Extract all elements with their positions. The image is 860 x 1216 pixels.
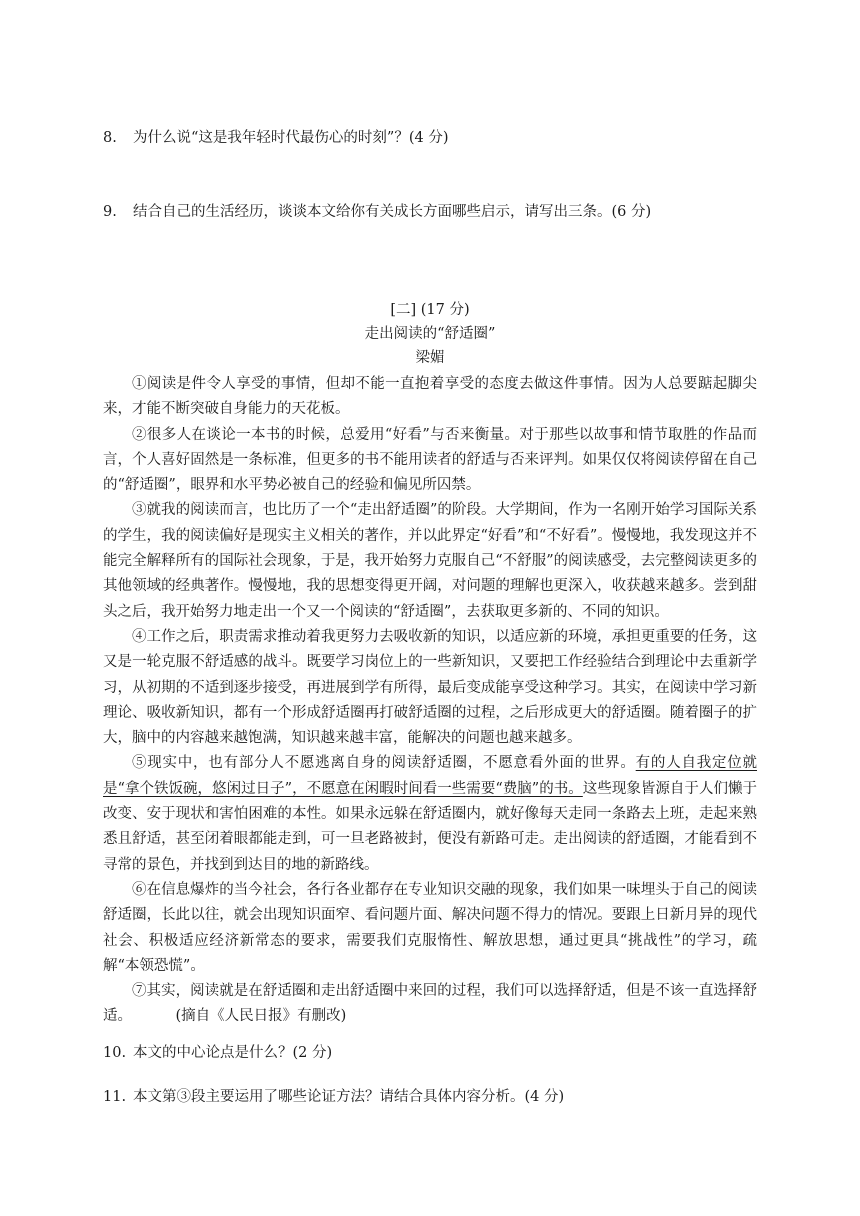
article-author: 梁媚 (415, 350, 445, 366)
paragraph-5 (103, 751, 757, 877)
paragraph-2: ②很多人在谈论一本书的时候，总爱用“好看”与否来衡量。对于那些以故事和情节取胜的作品而言，个人喜好固然是一条标准，但更多的书不能用读者的舒适与否来评判。如果仅仅将阅读停留在自己的“舒适圈”，眼界和水平势必被自己的经验和偏见所囚禁。 (103, 426, 757, 494)
question-text: 为什么说“这是我年轻时代最伤心的时刻”？(4 分) (133, 130, 449, 146)
question-text: 本文第③段主要运用了哪些论证方法？请结合具体内容分析。(4 分) (133, 1089, 565, 1105)
article-title: 走出阅读的“舒适圈” (364, 326, 496, 342)
paragraph-7 (103, 979, 757, 1030)
question-number: 10. (103, 1045, 127, 1061)
paragraph-1: ①阅读是件令人享受的事情，但却不能一直抱着享受的态度去做这件事情。因为人总要踮起脚尖来，才能不断突破自身能力的天花板。 (103, 376, 757, 418)
underlined-sentence: 有的人自我定位就是“拿个铁饭碗，悠闲过日子”，不愿意在闲暇时间看一些需要“费脑”的书。 (103, 755, 758, 797)
paragraph-5-intro: ⑤现实中，也有部分人不愿逃离自身的阅读舒适圈，不愿意看外面的世界。 (132, 755, 636, 772)
source-note: (摘自《人民日报》有删改) (175, 1008, 347, 1025)
paragraph-3: ③就我的阅读而言，也比历了一个“走出舒适圈”的阶段。大学期间，作为一名刚开始学习国际关系的学生，我的阅读偏好是现实主义相关的著作，并以此界定“好看”和“不好看”。慢慢地，我发现这并不能完全解释所有的国际社会现象，于是，我开始努力克服自己“不舒服”的阅读感受，去完整阅读更多的其他领域的经典著作。慢慢地，我的思想变得更开阔，对问题的理解也更深入，收获越来越多。尝到甜头之后，我开始努力地走出一个又一个阅读的“舒适圈”，去获取更多新的、不同的知识。 (103, 502, 757, 620)
section-header: [二] (17 分) (390, 302, 470, 318)
question-number: 8. (103, 130, 117, 146)
question-8 (103, 128, 448, 148)
paragraph-6: ⑥在信息爆炸的当今社会，各行各业都存在专业知识交融的现象，我们如果一味埋头于自己的阅读舒适圈，长此以往，就会出现知识面窄、看问题片面、解决问题不得力的情况。要跟上日新月异的现代社会、积极适应经济新常态的要求，需要我们克服惰性、解放思想，通过更具“挑战性”的学习，疏解“本领恐慌”。 (103, 881, 757, 974)
paragraph-7-text: ⑦其实，阅读就是在舒适圈和走出舒适圈中来回的过程，我们可以选择舒适，但是不该一直选择舒适。 (103, 983, 757, 1025)
question-number: 9. (103, 204, 117, 220)
question-9 (103, 202, 651, 222)
question-text: 本文的中心论点是什么？(2 分) (133, 1045, 333, 1061)
article-body (103, 372, 757, 1030)
question-10 (103, 1043, 332, 1063)
question-11 (103, 1087, 564, 1107)
question-number: 11. (103, 1089, 127, 1105)
paragraph-5-rest: 这些现象皆源自于人们懒于改变、安于现状和害怕困难的本性。如果永远躲在舒适圈内，就好像每天走同一条路去上班，走起来熟悉且舒适，甚至闭着眼都能走到，可一旦老路被封，便没有新路可走。走出阅读的舒适圈，才能看到不寻常的景色，并找到到达目的地的新路线。 (103, 780, 757, 873)
paragraph-4: ④工作之后，职责需求推动着我更努力去吸收新的知识，以适应新的环境，承担更重要的任务，这又是一轮克服不舒适感的战斗。既要学习岗位上的一些新知识，又要把工作经验结合到理论中去重新学习，从初期的不适到逐步接受，再进展到学有所得，最后变成能享受这种学习。其实，在阅读中学习新理论、吸收新知识，都有一个形成舒适圈再打破舒适圈的过程，之后形成更大的舒适圈。随着圈子的扩大，脑中的内容越来越饱满，知识越来越丰富，能解决的问题也越来越多。 (103, 628, 757, 747)
question-text: 结合自己的生活经历，谈谈本文给你有关成长方面哪些启示，请写出三条。(6 分) (133, 204, 652, 220)
